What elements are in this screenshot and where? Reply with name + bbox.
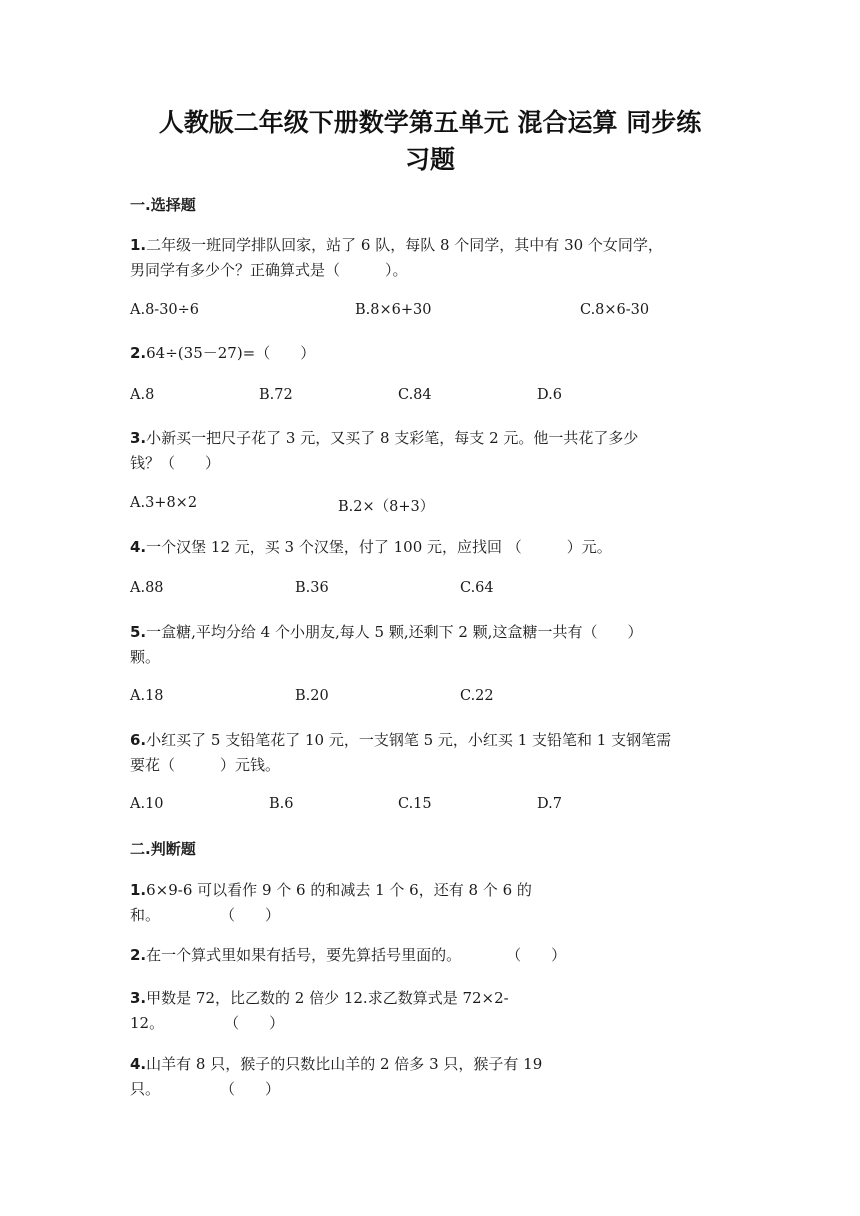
page-title (130, 104, 730, 178)
option-c: C.84 (398, 387, 432, 403)
option-c: C.22 (460, 688, 494, 704)
question-judge-3 (130, 986, 730, 1036)
options-choice-3 (130, 495, 730, 517)
question-number: 5. (130, 623, 147, 641)
question-number: 3. (130, 989, 147, 1007)
question-text: 64÷(35－27)=（ ） (146, 344, 316, 362)
question-choice-4 (130, 535, 730, 560)
question-text: 二年级一班同学排队回家，站了 6 队，每队 8 个同学，其中有 30 个女同学， (146, 236, 663, 254)
question-number: 4. (130, 538, 147, 556)
question-choice-3 (130, 426, 730, 476)
options-choice-2 (130, 387, 730, 409)
question-number: 2. (130, 946, 147, 964)
option-c: C.64 (460, 580, 494, 596)
option-b: B.72 (259, 387, 293, 403)
options-choice-1 (130, 302, 730, 324)
option-a: A.18 (130, 688, 164, 704)
question-text: 和。 （ ） (130, 906, 281, 924)
question-text: 在一个算式里如果有括号，要先算括号里面的。 （ ） (146, 946, 567, 964)
option-b: B.8×6+30 (355, 302, 432, 318)
section-heading-judge: 二.判断题 (130, 840, 196, 858)
question-text: 山羊有 8 只，猴子的只数比山羊的 2 倍多 3 只，猴子有 19 (146, 1055, 543, 1073)
question-text: 要花（ ）元钱。 (130, 756, 281, 774)
option-d: D.6 (537, 387, 562, 403)
option-a: A.10 (130, 796, 164, 812)
options-choice-5 (130, 688, 730, 710)
question-number: 6. (130, 731, 147, 749)
option-b: B.36 (295, 580, 329, 596)
option-a: A.3+8×2 (130, 495, 198, 511)
question-text: 只。 （ ） (130, 1080, 281, 1098)
question-choice-5 (130, 620, 730, 670)
question-text: 一个汉堡 12 元，买 3 个汉堡，付了 100 元，应找回 （ ）元。 (146, 538, 612, 556)
option-c: C.8×6-30 (580, 302, 650, 318)
question-text: 6×9-6 可以看作 9 个 6 的和减去 1 个 6，还有 8 个 6 的 (146, 881, 532, 899)
question-choice-1 (130, 233, 730, 283)
question-judge-1 (130, 878, 730, 928)
option-a: A.8-30÷6 (130, 302, 200, 318)
question-text: 小新买一把尺子花了 3 元，又买了 8 支彩笔，每支 2 元。他一共花了多少 (146, 429, 639, 447)
option-a: A.88 (130, 580, 164, 596)
question-text: 甲数是 72，比乙数的 2 倍少 12.求乙数算式是 72×2- (146, 989, 509, 1007)
option-b: B.6 (269, 796, 294, 812)
question-text: 男同学有多少个？正确算式是（ ）。 (130, 261, 408, 279)
option-a: A.8 (130, 387, 155, 403)
question-judge-2 (130, 943, 730, 968)
question-choice-6 (130, 728, 730, 778)
question-text: 钱？（ ） (130, 454, 221, 472)
question-judge-4 (130, 1052, 730, 1102)
question-choice-2 (130, 341, 730, 366)
question-text: 12。 （ ） (130, 1014, 285, 1032)
question-number: 3. (130, 429, 147, 447)
question-text: 一盒糖,平均分给 4 个小朋友,每人 5 颗,还剩下 2 颗,这盒糖一共有（ ） (146, 623, 643, 641)
question-number: 4. (130, 1055, 147, 1073)
option-b: B.20 (295, 688, 329, 704)
option-c: C.15 (398, 796, 432, 812)
option-b: B.2×（8+3） (338, 499, 435, 515)
section-heading-choice: 一.选择题 (130, 196, 196, 214)
question-text: 颗。 (130, 648, 161, 666)
options-choice-6 (130, 796, 730, 818)
question-number: 1. (130, 236, 147, 254)
question-number: 1. (130, 881, 147, 899)
question-text: 小红买了 5 支铅笔花了 10 元，一支钢笔 5 元，小红买 1 支铅笔和 1 支钢笔需 (146, 731, 672, 749)
option-d: D.7 (537, 796, 562, 812)
options-choice-4 (130, 580, 730, 602)
question-number: 2. (130, 344, 147, 362)
title-line-1: 人教版二年级下册数学第五单元 混合运算 同步练 (158, 108, 702, 137)
title-line-2: 习题 (404, 145, 455, 174)
